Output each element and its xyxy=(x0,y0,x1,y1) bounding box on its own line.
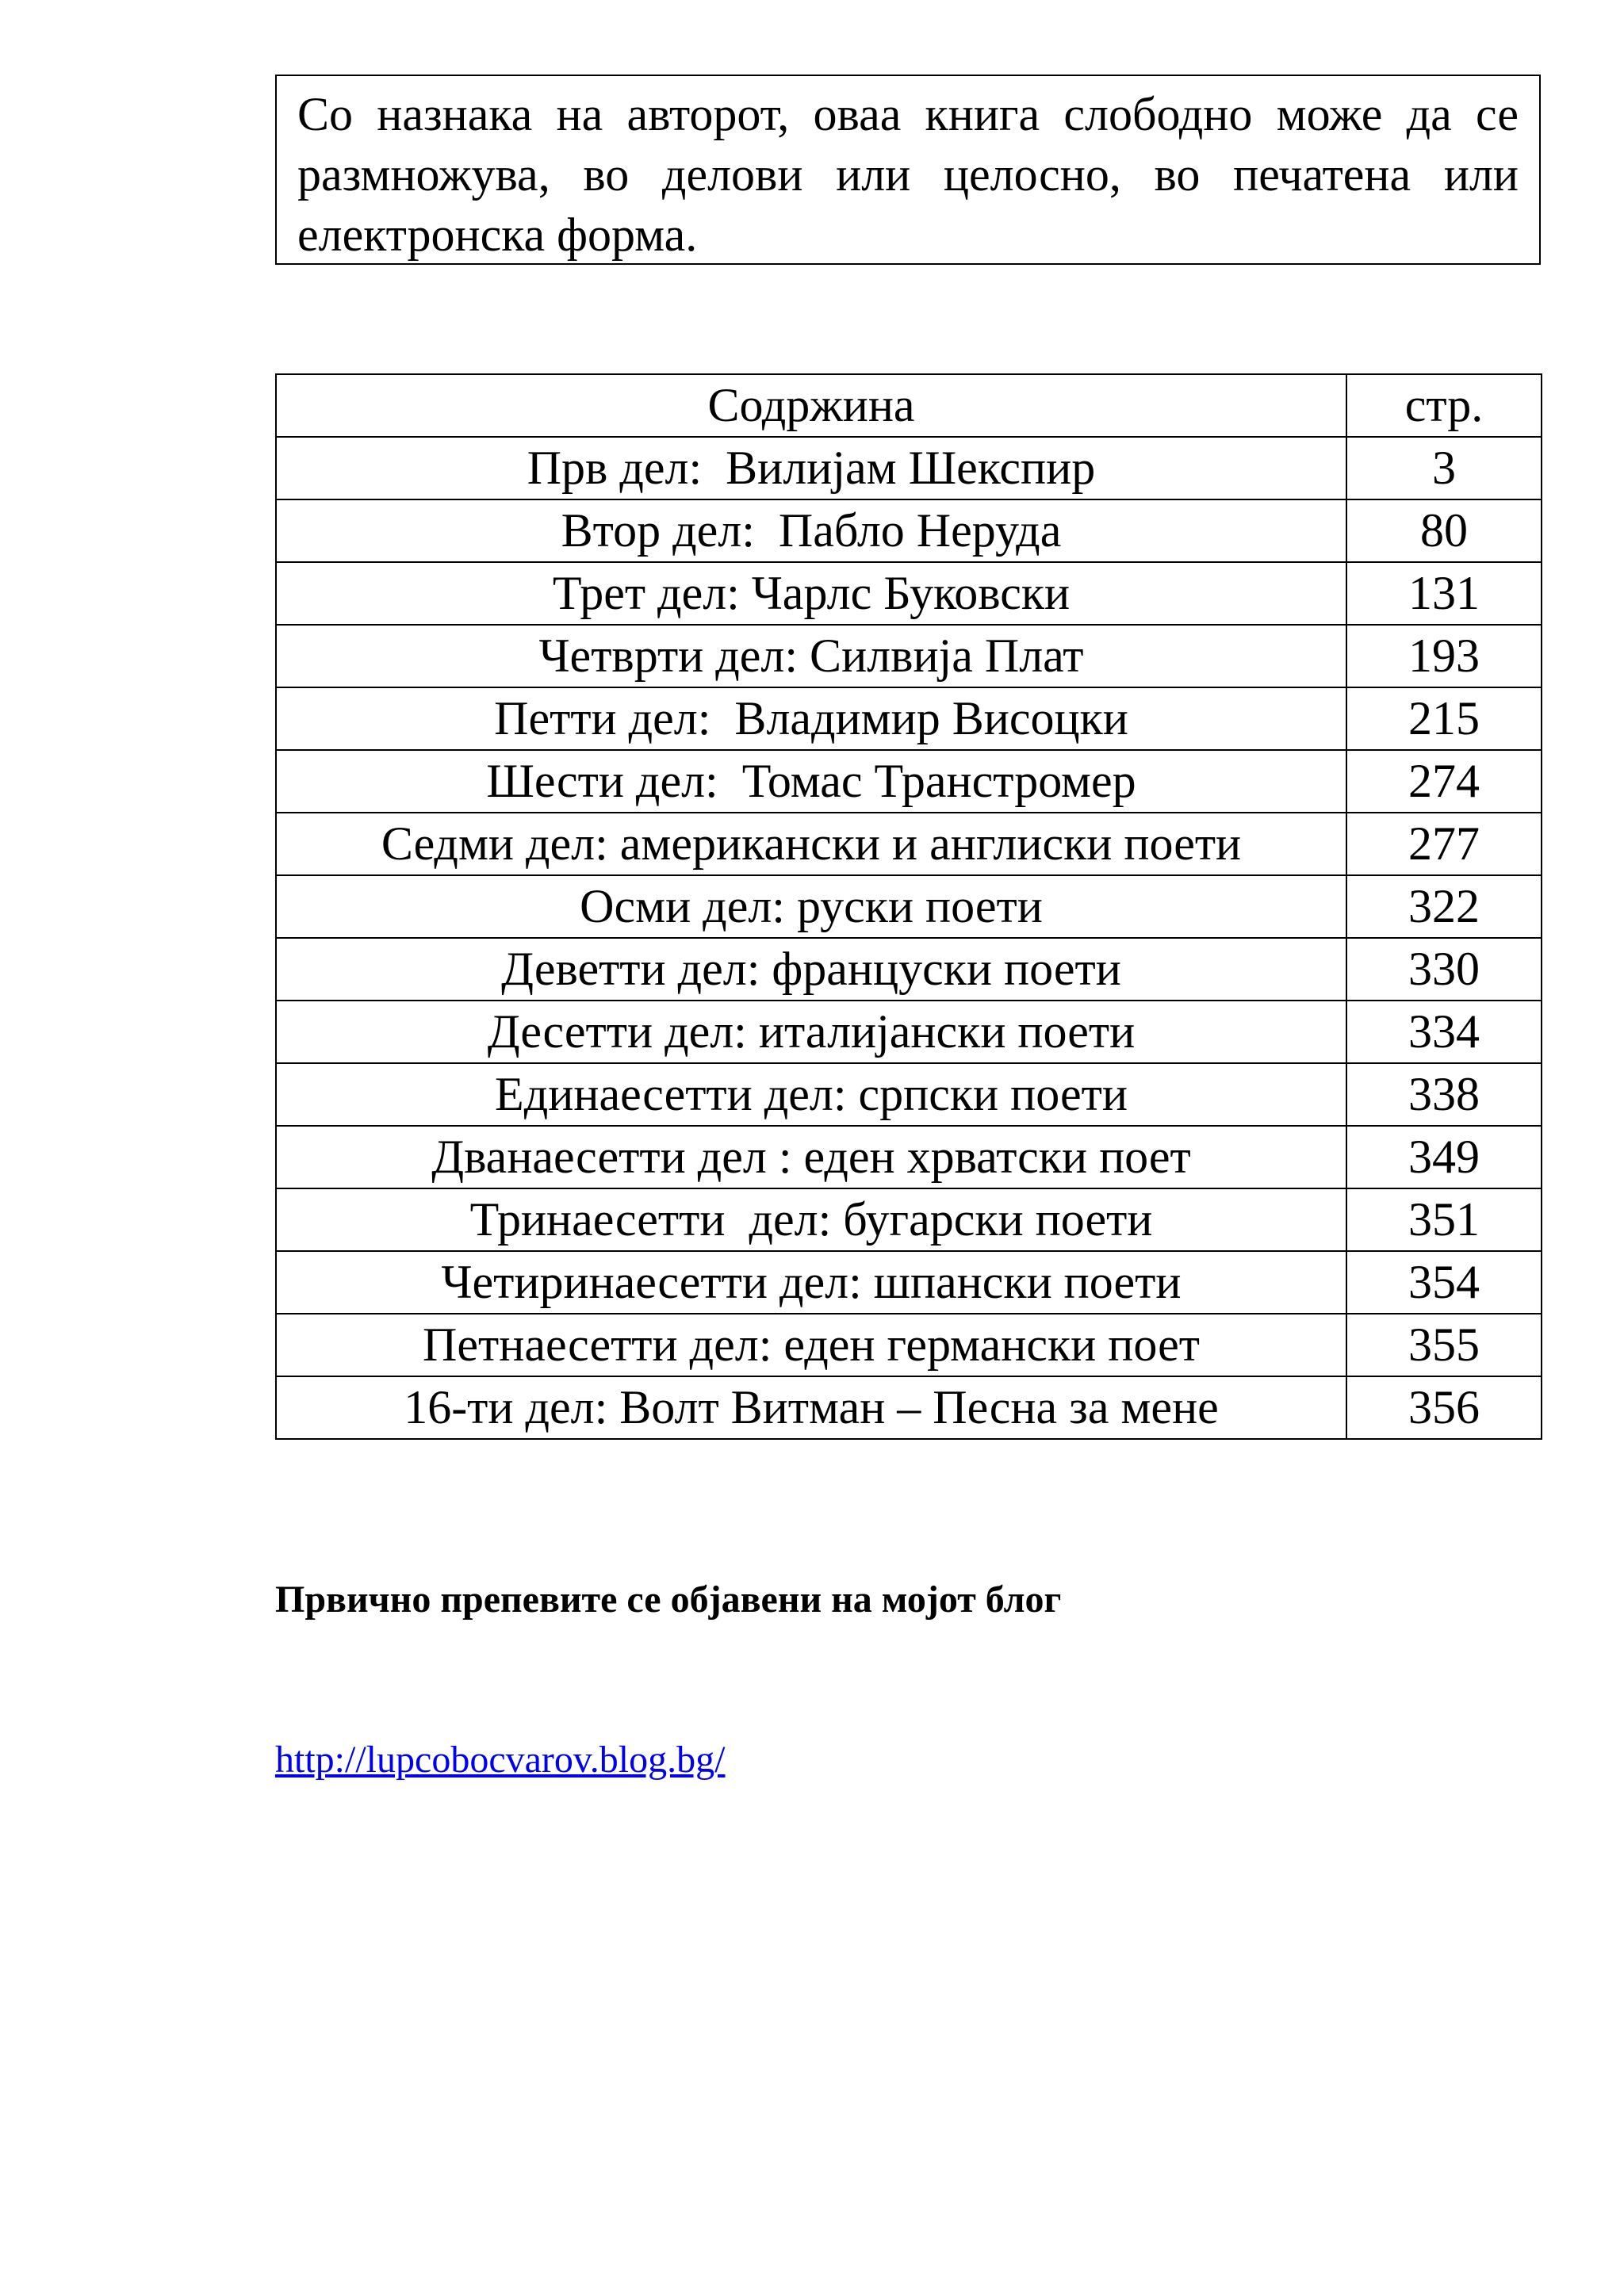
toc-entry-title: Петти дел: Владимир Висоцки xyxy=(276,687,1346,750)
table-of-contents xyxy=(275,373,1542,1440)
table-row xyxy=(276,562,1542,625)
table-row xyxy=(276,625,1542,687)
toc-entry-page: 80 xyxy=(1346,499,1542,562)
toc-entry-page: 3 xyxy=(1346,437,1542,499)
toc-entry-title: Прв дел: Вилијам Шекспир xyxy=(276,437,1346,499)
table-row xyxy=(276,1251,1542,1314)
table-row xyxy=(276,1001,1542,1063)
toc-entry-title: Трет дел: Чарлс Буковски xyxy=(276,562,1346,625)
toc-entry-page: 131 xyxy=(1346,562,1542,625)
toc-entry-page: 351 xyxy=(1346,1188,1542,1251)
toc-entry-page: 334 xyxy=(1346,1001,1542,1063)
toc-entry-title: 16-ти дел: Волт Витман – Песна за мене xyxy=(276,1376,1346,1439)
table-row xyxy=(276,1126,1542,1188)
toc-entry-page: 322 xyxy=(1346,875,1542,938)
toc-entry-title: Шести дел: Томас Транстромер xyxy=(276,750,1346,813)
table-row xyxy=(276,1063,1542,1126)
toc-entry-page: 330 xyxy=(1346,938,1542,1001)
toc-entry-title: Десетти дел: италијански поети xyxy=(276,1001,1346,1063)
table-row xyxy=(276,875,1542,938)
toc-entry-page: 338 xyxy=(1346,1063,1542,1126)
table-row xyxy=(276,437,1542,499)
toc-entry-page: 356 xyxy=(1346,1376,1542,1439)
table-row xyxy=(276,1188,1542,1251)
toc-entry-page: 277 xyxy=(1346,813,1542,875)
toc-entry-title: Петнаесетти дел: еден германски поет xyxy=(276,1314,1346,1376)
table-row xyxy=(276,687,1542,750)
toc-entry-page: 355 xyxy=(1346,1314,1542,1376)
blog-link[interactable]: http://lupcobocvarov.blog.bg/ xyxy=(275,1739,726,1781)
blog-heading: Првично препевите се објавени на мојот блог xyxy=(275,1578,1062,1621)
toc-entry-page: 354 xyxy=(1346,1251,1542,1314)
table-row xyxy=(276,1376,1542,1439)
toc-entry-page: 274 xyxy=(1346,750,1542,813)
toc-entry-title: Деветти дел: француски поети xyxy=(276,938,1346,1001)
table-row xyxy=(276,499,1542,562)
table-row xyxy=(276,1314,1542,1376)
toc-entry-title: Осми дел: руски поети xyxy=(276,875,1346,938)
toc-header-row xyxy=(276,374,1542,437)
copyright-notice-text: Со назнака на авторот, оваа книга слободно може да се размножува, во делови или целосно, во печатена или електронска форма. xyxy=(297,88,1519,261)
toc-entry-title: Втор дел: Пабло Неруда xyxy=(276,499,1346,562)
toc-entry-page: 349 xyxy=(1346,1126,1542,1188)
toc-entry-page: 215 xyxy=(1346,687,1542,750)
toc-entry-title: Седми дел: американски и англиски поети xyxy=(276,813,1346,875)
copyright-notice-box xyxy=(275,75,1541,265)
table-row xyxy=(276,750,1542,813)
table-row xyxy=(276,938,1542,1001)
toc-entry-page: 193 xyxy=(1346,625,1542,687)
toc-header-title: Содржина xyxy=(276,374,1346,437)
toc-entry-title: Дванаесетти дел : еден хрватски поет xyxy=(276,1126,1346,1188)
toc-entry-title: Тринаесетти дел: бугарски поети xyxy=(276,1188,1346,1251)
toc-entry-title: Единаесетти дел: српски поети xyxy=(276,1063,1346,1126)
toc-header-page: стр. xyxy=(1346,374,1542,437)
table-row xyxy=(276,813,1542,875)
toc-entry-title: Четврти дел: Силвија Плат xyxy=(276,625,1346,687)
toc-entry-title: Четиринаесетти дел: шпански поети xyxy=(276,1251,1346,1314)
